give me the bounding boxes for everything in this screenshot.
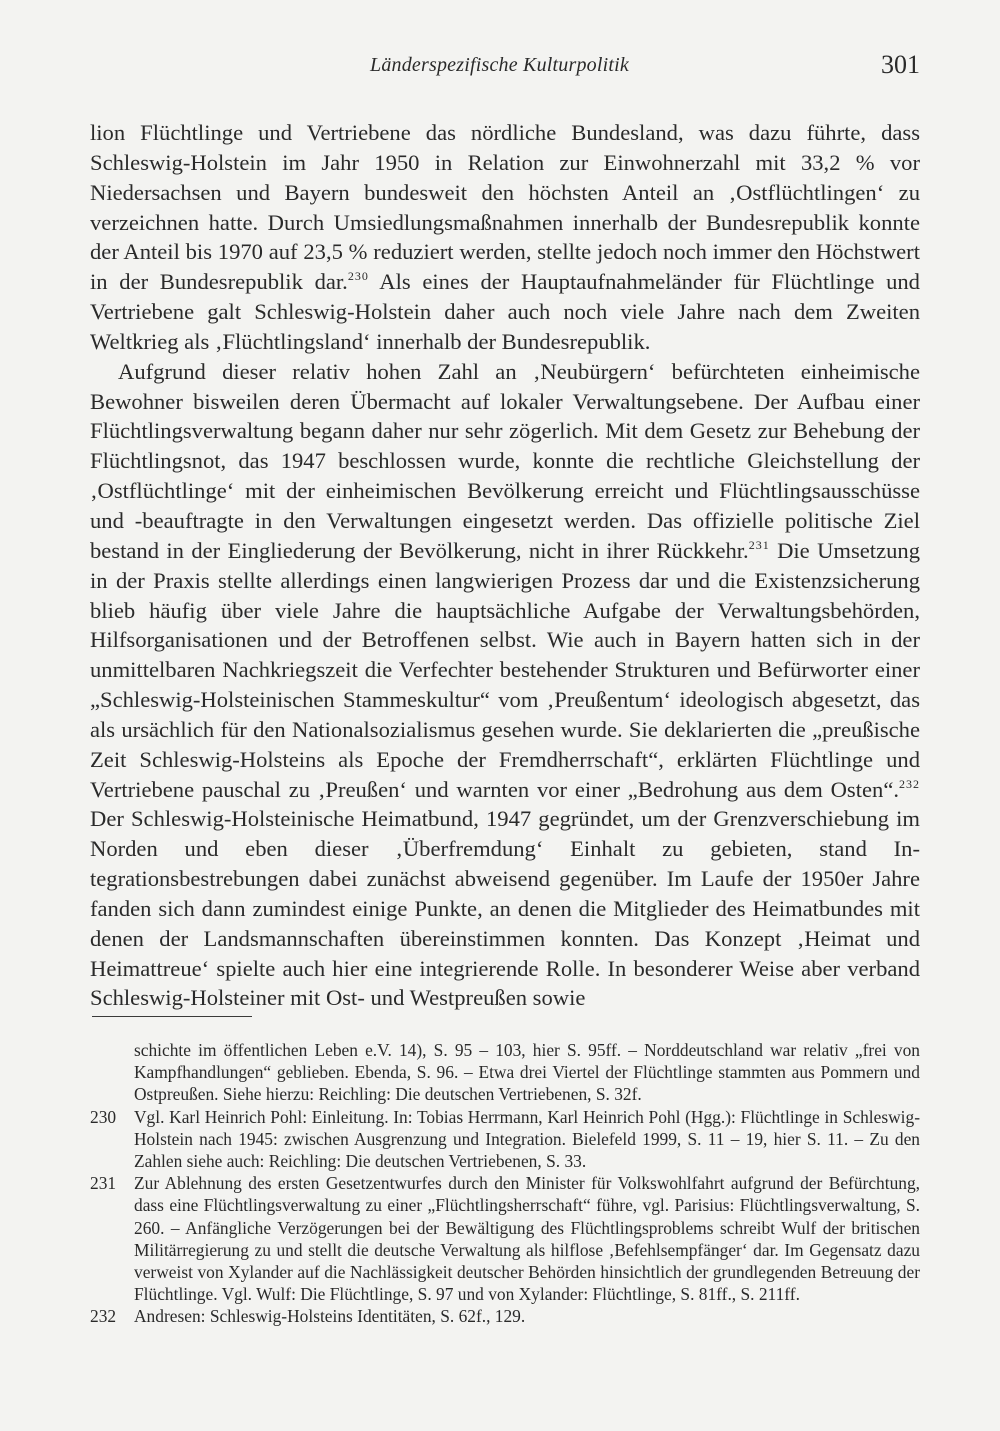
footnotes (90, 1039, 920, 1328)
paragraph (90, 357, 920, 1014)
footnote-ref: 231 (748, 537, 770, 552)
footnote-text: Andresen: Schleswig-Holsteins Identitäten, S. 62f., 129. (134, 1306, 526, 1327)
footnote-text: Zur Ablehnung des ersten Gesetzentwurfes durch den Minister für Volkswohlfahrt aufgrund der Befürchtung, dass eine Flüchtlingsverwaltung zu einer „Flüchtlingsherrschaft“ führe, vgl. Parisius: Flüchtlingsverwaltung, S. 260. – Anfängliche Verzögerungen bei der Bewältigung des Flüchtlingsproblems schreibt Wulf der britischen Militärregierung zu und stellt die deutsche Verwaltung als hilflose ‚Befehlsempfänger‘ dar. Im Gegensatz dazu verweist von Xylander auf die Nachlässigkeit deutscher Behörden hinsichtlich der grundlegenden Betreuung der Flüchtlinge. Vgl. Wulf: Die Flüchtlinge, S. 97 und von Xylander: Flüchtlinge, S. 81ff., S. 211ff. (134, 1173, 920, 1305)
footnote-text: Vgl. Karl Heinrich Pohl: Einleitung. In: Tobias Herrmann, Karl Heinrich Pohl (Hgg.): Flüchtlinge in Schleswig-Holstein nach 1945: zwischen Ausgrenzung und Integration. Bielefeld 1999, S. 11 – 19, hier S. 11. – Zu den Zahlen siehe auch: Reichling: Die deutschen Vertriebenen, S. 33. (134, 1106, 920, 1172)
paragraph-text: Die Umsetzung in der Praxis stellte allerdings einen langwierigen Prozess dar und die Existenzsicherung blieb häufig über viele Jahre die hauptsächliche Aufgabe der Verwaltungsbehörden, Hilfsorganisationen und der Betroffenen selbst. Wie auch in Bayern hatten sich in der unmittelbaren Nachkriegszeit die Verfechter bestehender Strukturen und Befürworter einer „Schleswig-Holsteinischen Stammeskultur“ vom ‚Preußentum‘ ideologisch abgesetzt, das als ursächlich für den Nationalsozialismus gesehen wurde. Sie deklarierten die „preußische Zeit Schleswig-Holsteins als Epoche der Fremdherrschaft“, erklärten Flüchtlinge und Vertriebene pauschal zu ‚Preußen‘ und warnten vor einer „Bedrohung aus dem Osten“. (90, 537, 920, 802)
footnote-separator (92, 1016, 252, 1017)
paragraph (90, 118, 920, 357)
footnote-continuation (90, 1039, 920, 1106)
footnote-number: 230 (90, 1106, 117, 1127)
page-number: 301 (881, 50, 920, 79)
running-title: Länderspezifische Kulturpolitik (370, 54, 629, 76)
footnote-ref: 232 (899, 776, 920, 791)
footnote (90, 1305, 920, 1327)
footnote-number: 231 (90, 1173, 117, 1194)
main-text (90, 118, 920, 1013)
footnote-number: 232 (90, 1306, 117, 1327)
running-head (90, 50, 920, 90)
footnote-ref: 230 (347, 269, 369, 284)
paragraph-text: Der Schleswig-Holsteinische Heimatbund, 1947 gegründet, um der Grenzverschiebung im Norden und eben dieser ‚Überfremdung‘ Einhalt zu gebieten, stand Integrationsbestrebungen dabei zunächst abweisend gegenüber. Im Laufe der 1950er Jahre fanden sich dann zumindest einige Punkte, an denen die Mitglieder des Heimatbundes mit denen der Landsmannschaften übereinstimmen konnten. Das Konzept ‚Heimat und Heimattreue‘ spielte auch hier eine integrierende Rolle. In besonderer Weise aber verband Schleswig-Holsteiner mit Ost- und Westpreußen sowie (90, 806, 920, 1011)
footnote (90, 1106, 920, 1173)
paragraph-text: Aufgrund dieser relativ hohen Zahl an ‚Neubürgern‘ befürchteten einheimische Bewohner bisweilen deren Übermacht auf lokaler Verwaltungsebene. Der Aufbau einer Flüchtlingsverwaltung begann daher nur sehr zögerlich. Mit dem Gesetz zur Behebung der Flüchtlingsnot, das 1947 beschlossen wurde, konnte die rechtliche Gleichstellung der ‚Ostflüchtlinge‘ mit der einheimischen Bevölkerung erreicht und Flüchtlingsausschüsse und -beauftragte in den Verwaltungen eingesetzt werden. Das offizielle politische Ziel bestand in der Eingliederung der Bevölkerung, nicht in ihrer Rückkehr. (90, 358, 920, 563)
footnote-text: schichte im öffentlichen Leben e.V. 14), S. 95 – 103, hier S. 95ff. – Norddeutschland war relativ „frei von Kampfhandlungen“ geblieben. Ebenda, S. 96. – Etwa drei Viertel der Flüchtlinge stammten aus Pommern und Ostpreußen. Siehe hierzu: Reichling: Die deutschen Vertriebenen, S. 32f. (134, 1040, 920, 1105)
paragraph-text: lion Flüchtlinge und Vertriebene das nördliche Bundesland, was dazu führte, dass Schleswig-Holstein im Jahr 1950 in Relation zur Einwohnerzahl mit 33,2 % vor Niedersachsen und Bayern bundesweit den höchsten Anteil an ‚Ostflüchtlingen‘ zu verzeichnen hatte. Durch Umsiedlungsmaßnahmen innerhalb der Bundesrepublik konnte der Anteil bis 1970 auf 23,5 % reduziert werden, stellte jedoch noch immer den Höchstwert in der Bundesrepublik dar. (90, 120, 920, 295)
footnote (90, 1172, 920, 1305)
paragraph-text: Als eines der Hauptaufnahmeländer für Flüchtlinge und Vertriebene galt Schleswig-Holstein daher auch noch viele Jahre nach dem Zweiten Weltkrieg als ‚Flüchtlingsland‘ innerhalb der Bundesrepublik. (90, 269, 920, 354)
